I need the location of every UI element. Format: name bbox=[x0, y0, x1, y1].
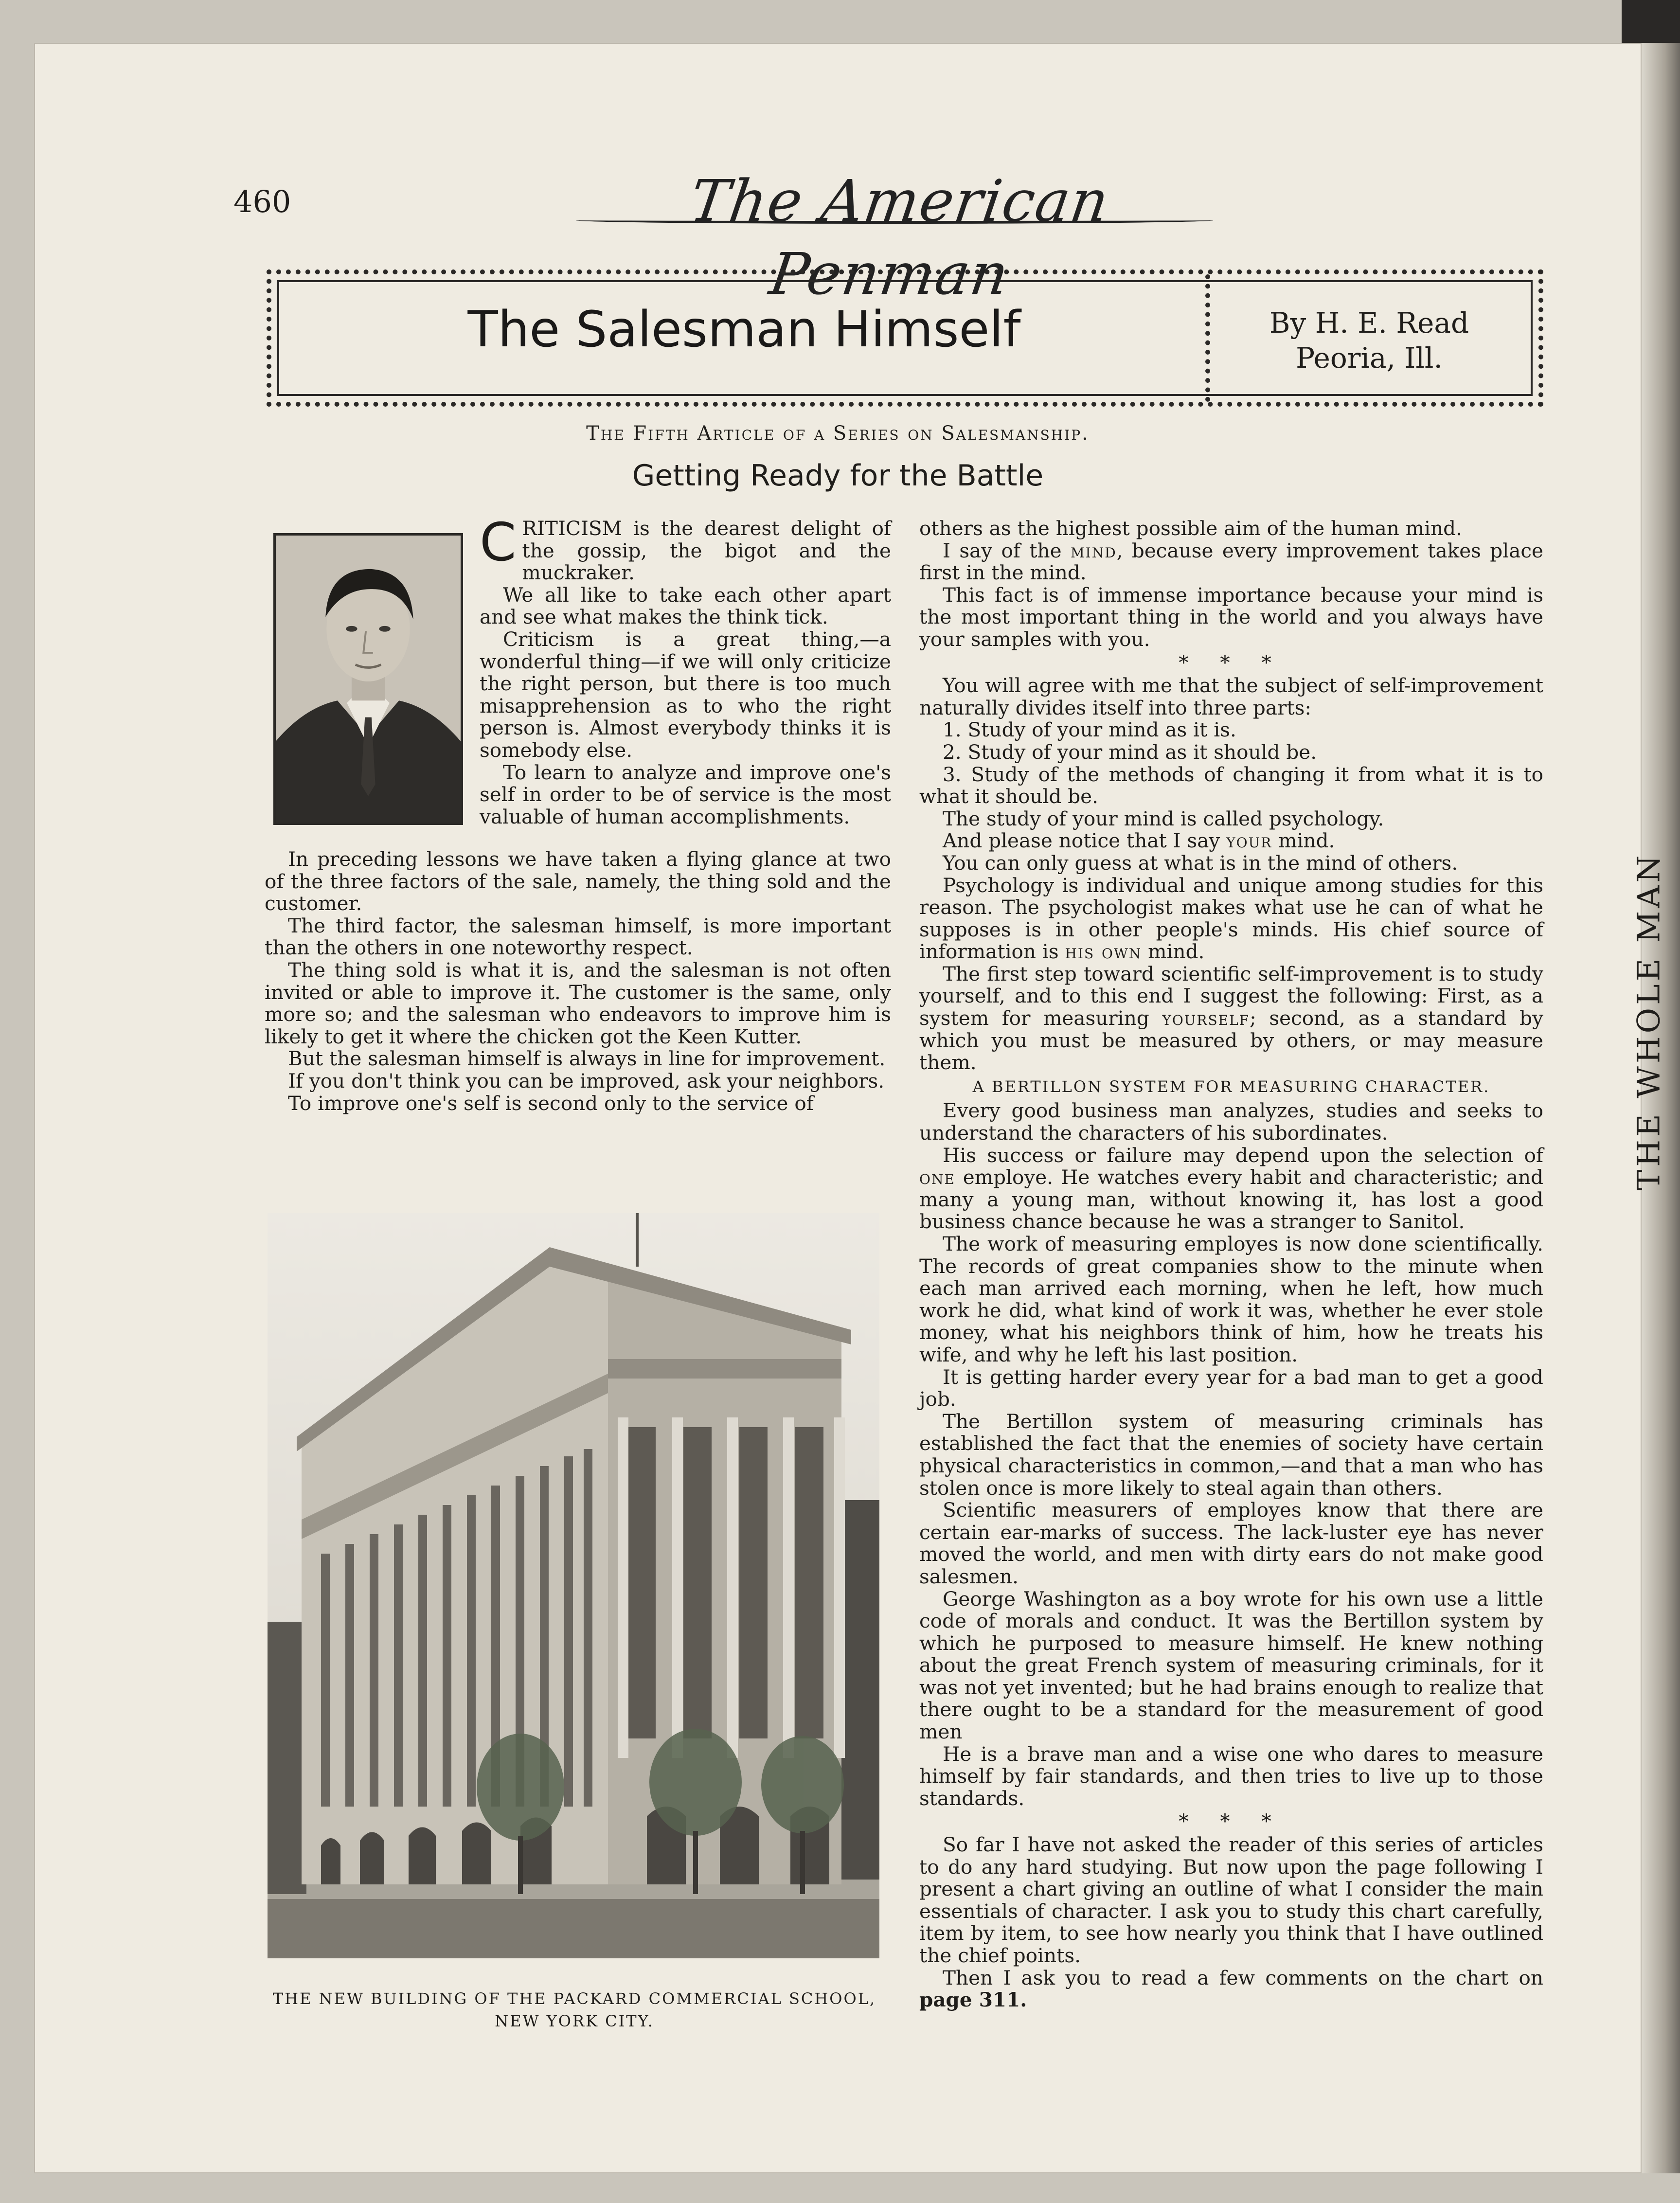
portrait-illustration bbox=[276, 536, 461, 823]
text-run: employe. He watches every habit and characteristic; and many a young man, without knowing it, has lost a good business chance because he was a stranger to Sanitol. bbox=[919, 1165, 1543, 1234]
drop-cap: C bbox=[480, 512, 517, 573]
lead-paragraphs bbox=[480, 512, 891, 828]
article-title: The Salesman Himself bbox=[467, 301, 1021, 358]
text-run: I say of the bbox=[943, 538, 1071, 562]
series-line: The Fifth Article of a Series on Salesmanship. bbox=[586, 422, 1090, 445]
right-column bbox=[919, 518, 1543, 2011]
paragraph bbox=[919, 540, 1543, 584]
paragraph: If you don't think you can be improved, ask your neighbors. bbox=[288, 1069, 885, 1093]
text-run: ; second, as a standard by which you must be measured by others, or may measure them. bbox=[919, 1006, 1543, 1075]
paragraph bbox=[919, 830, 1543, 852]
small-caps-run: one bbox=[919, 1165, 955, 1189]
paragraph bbox=[919, 1145, 1543, 1233]
paragraph bbox=[919, 963, 1543, 1074]
paragraph: But the salesman himself is always in line for improvement. bbox=[288, 1047, 886, 1071]
lead-paragraph-4: To learn to analyze and improve one's self in order to be of service is the most valuable of human accomplishments. bbox=[480, 760, 891, 828]
text-run: mind. bbox=[1272, 829, 1335, 853]
paragraph: This fact is of immense importance because your mind is the most important thing in the world and you always have your samples with you. bbox=[919, 583, 1543, 651]
small-caps-run: his own bbox=[1065, 940, 1142, 964]
paragraph: The thing sold is what it is, and the salesman is not often invited or able to improve it. The customer is the same, only more so; and the salesman who endeavors to improve him is likely to get it where the chicken got the Keen Kutter. bbox=[265, 958, 891, 1048]
text-run: Then I ask you to read a few comments on the chart on bbox=[943, 1966, 1543, 1989]
building-photo bbox=[268, 1213, 879, 1958]
list-item: 3. Study of the methods of changing it from what it is to what it should be. bbox=[919, 762, 1543, 808]
section-break: * * * bbox=[1179, 1809, 1284, 1833]
paragraph: It is getting harder every year for a bad man to get a good job. bbox=[919, 1365, 1543, 1411]
paragraph: The work of measuring employes is now done scientifically. The records of great companies show to the minute when each man arrived each morning, when he left, how much work he did, what kind of work it was, whether he ever stole money, what his neighbors think of him, how he treats his wife, and why he left his last position. bbox=[919, 1232, 1543, 1366]
scan-corner bbox=[1622, 0, 1680, 43]
masthead-text: The American Penman bbox=[686, 167, 1114, 307]
paragraph: To improve one's self is second only to the service of bbox=[288, 1091, 814, 1115]
lead-paragraph-1-text: RITICISM is the dearest delight of the gossip, the bigot and the muckraker. bbox=[522, 517, 891, 585]
paragraph: He is a brave man and a wise one who dares to measure himself by fair standards, and then tries to live up to those standards. bbox=[919, 1742, 1543, 1810]
caption-line-1: THE NEW BUILDING OF THE PACKARD COMMERCIAL SCHOOL, bbox=[272, 1989, 876, 2008]
text-run: Psychology is individual and unique among studies for this reason. The psychologist makes what use he can of what he supposes is in other people's minds. His chief source of information is bbox=[919, 873, 1543, 964]
author-portrait bbox=[273, 533, 463, 825]
caption-line-2: NEW YORK CITY. bbox=[495, 2012, 654, 2030]
subheading: A BERTILLON SYSTEM FOR MEASURING CHARACTER. bbox=[972, 1077, 1490, 1096]
list-item: 1. Study of your mind as it is. bbox=[943, 718, 1236, 742]
paragraph: others as the highest possible aim of the human mind. bbox=[919, 517, 1462, 540]
title-divider bbox=[1205, 274, 1216, 402]
paragraph: The study of your mind is called psychology. bbox=[943, 806, 1384, 830]
paragraph bbox=[919, 875, 1543, 963]
paragraph: The Bertillon system of measuring criminals has established the fact that the enemies of society have certain physical characteristics in common,—and that a man who has stolen once is more likely to steal again than others. bbox=[919, 1409, 1543, 1500]
masthead-logo bbox=[588, 164, 1211, 307]
lead-paragraph-3: Criticism is a great thing,—a wonderful thing—if we will only criticize the right person, but there is too much misapprehension as to who the right person is. Almost everybody thinks it is somebody else. bbox=[480, 627, 891, 762]
photo-caption bbox=[261, 1988, 888, 2032]
lead-paragraph-1 bbox=[480, 512, 891, 585]
magazine-page bbox=[34, 43, 1642, 2173]
text-run: His success or failure may depend upon the selection of bbox=[943, 1143, 1543, 1167]
list-item: 2. Study of your mind as it should be. bbox=[943, 740, 1317, 764]
text-run: mind. bbox=[1142, 940, 1205, 964]
byline-author: By H. E. Read bbox=[1269, 306, 1469, 340]
paragraph: The third factor, the salesman himself, is more important than the others in one noteworthy respect. bbox=[265, 913, 891, 960]
building-illustration bbox=[268, 1213, 879, 1958]
paragraph: In preceding lessons we have taken a flying glance at two of the three factors of the sale, namely, the thing sold and the customer. bbox=[265, 847, 891, 915]
masthead-flourish bbox=[575, 217, 1214, 224]
small-caps-run: your bbox=[1226, 829, 1272, 853]
paragraph: Scientific measurers of employes know that there are certain ear-marks of success. The lack-luster eye has never moved the world, and men with dirty ears do not make good salesmen. bbox=[919, 1498, 1543, 1588]
text-run: And please notice that I say bbox=[943, 829, 1227, 853]
small-caps-run: mind bbox=[1070, 538, 1117, 562]
side-label bbox=[1620, 837, 1678, 1206]
byline-place: Peoria, Ill. bbox=[1296, 341, 1443, 375]
text-run: The first step toward scientific self-improvement is to study yourself, and to this end I suggest the following: First, as a system for measuring bbox=[919, 962, 1543, 1030]
page-number: 460 bbox=[233, 184, 291, 219]
lead-paragraph-2: We all like to take each other apart and see what makes the think tick. bbox=[480, 583, 891, 629]
page-reference: page 311. bbox=[919, 1988, 1027, 2012]
section-break: * * * bbox=[1179, 650, 1284, 674]
paragraph: You will agree with me that the subject of self-improvement naturally divides itself into three parts: bbox=[919, 674, 1543, 719]
paragraph bbox=[919, 1967, 1543, 2011]
byline bbox=[1221, 305, 1518, 376]
small-caps-run: yourself bbox=[1162, 1006, 1250, 1030]
paragraph: Every good business man analyzes, studies and seeks to understand the characters of his subordinates. bbox=[919, 1099, 1543, 1145]
left-column bbox=[265, 848, 891, 1114]
section-heading: Getting Ready for the Battle bbox=[632, 459, 1044, 493]
text-run: , because every improvement takes place first in the mind. bbox=[919, 538, 1543, 585]
paragraph: So far I have not asked the reader of this series of articles to do any hard studying. But now upon the page following I present a chart giving an outline of what I consider the main essentials of character. I ask you to study this chart carefully, item by item, to see how nearly you think that I have outlined the chief points. bbox=[919, 1833, 1543, 1967]
paragraph: George Washington as a boy wrote for his own use a little code of morals and conduct. It was the Bertillon system by which he purposed to measure himself. He knew nothing about the great French system of measuring criminals, for it was not yet invented; but he had brains enough to realize that there ought to be a standard for the measurement of good men bbox=[919, 1587, 1543, 1744]
side-label-text: THE WHOLE MAN bbox=[1631, 852, 1667, 1191]
paragraph: You can only guess at what is in the mind of others. bbox=[943, 851, 1458, 875]
